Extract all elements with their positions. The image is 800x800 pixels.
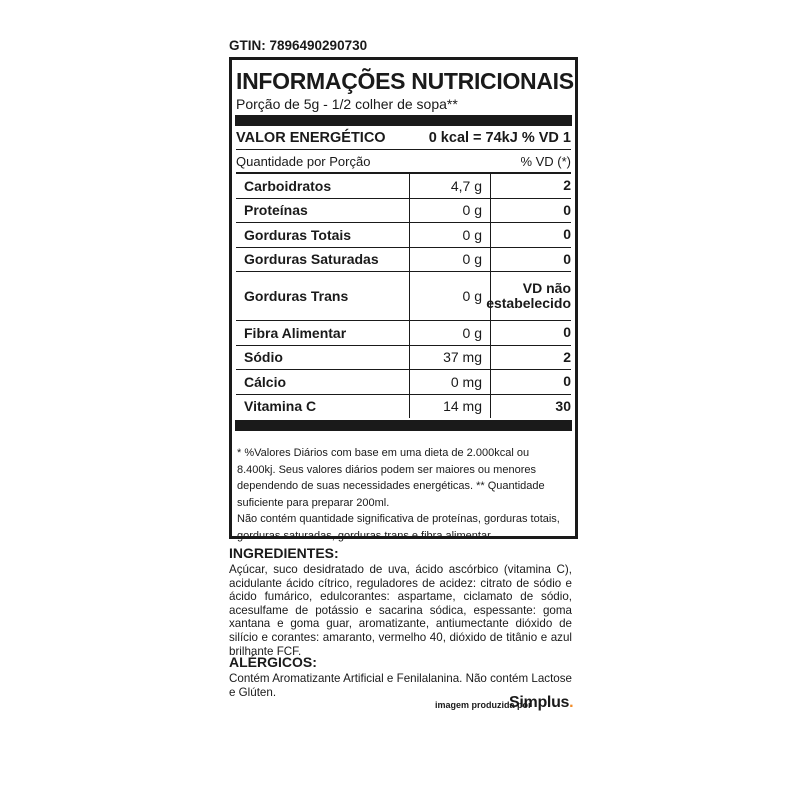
table-row [236,199,571,224]
nutrient-vd: 0 [490,199,571,223]
simplus-logo [509,694,573,712]
nutrient-name: Vitamina C [244,398,317,415]
footnote [236,445,571,544]
divider-bar [235,115,572,126]
nutrient-quantity: 0 g [409,199,490,223]
nutrient-vd: 30 [490,395,571,419]
nutrient-name: Fibra Alimentar [244,324,347,341]
nutrient-vd: 2 [490,174,571,198]
nutrient-name: Gorduras Totais [244,226,352,243]
table-row [236,370,571,395]
table-row [236,346,571,371]
nutrient-quantity: 0 g [409,321,490,345]
not-significant-note: Não contém quantidade significativa de proteínas, gorduras totais, gorduras saturadas, gorduras trans e fibra alimentar. [237,513,560,542]
brand-dot: . [569,694,574,711]
nutrient-name: Sódio [244,349,283,366]
table-row [236,223,571,248]
nutrient-quantity: 0 g [409,272,490,320]
table-row [236,321,571,346]
nutrition-facts-panel [229,57,578,542]
nutrient-quantity: 0 g [409,223,490,247]
allergens-text: Contém Aromatizante Artificial e Fenilalanina. Não contém Lactose e Glúten. [229,672,572,699]
energy-value: 0 kcal = 74kJ % VD 1 [428,130,571,146]
energy-label: VALOR ENERGÉTICO [236,130,386,146]
energy-row [236,126,571,150]
nutrient-quantity: 37 mg [409,346,490,370]
nutrient-vd: 0 [490,321,571,345]
nutrient-name: Gorduras Trans [244,288,349,304]
table-header [236,150,571,174]
quantity-header: Quantidade por Porção [236,153,371,169]
ingredients-title: INGREDIENTES: [229,545,339,561]
nutrient-quantity: 14 mg [409,395,490,419]
gtin-code: GTIN: 7896490290730 [229,38,368,53]
ingredients-text: Açúcar, suco desidratado de uva, ácido ascórbico (vitamina C), acidulante ácido cítrico, reguladores de acidez: citrato de sódio e ácido fumárico, edulcorantes: aspartame, ciclamato de sódio, acesulfame de potássio e sacarina sódica, espessante: goma xantana e goma guar, aromatizante, antiumectante dióxido de silício e corantes: amaranto, vermelho 40, dióxido de titânio e azul brilhante FCF. [229,563,572,658]
table-row [236,395,571,419]
nutrient-vd: 0 [490,223,571,247]
nutrient-name: Gorduras Saturadas [244,251,379,268]
nutrient-name: Carboidratos [244,177,332,194]
allergens-title: ALÉRGICOS: [229,654,317,670]
vd-header: % VD (*) [520,153,571,169]
nutrient-vd: VD não estabelecido [490,272,571,320]
nutrient-vd: 2 [490,346,571,370]
table-row [236,272,571,321]
nutrient-vd: 0 [490,248,571,272]
nutrient-quantity: 4,7 g [409,174,490,198]
nutrient-name: Cálcio [244,373,287,390]
divider-bar [235,420,572,431]
panel-title: INFORMAÇÕES NUTRICIONAIS [236,68,574,94]
nutrient-quantity: 0 g [409,248,490,272]
nutrient-quantity: 0 mg [409,370,490,394]
credit-label: imagem produzida por [435,700,532,710]
nutrient-vd: 0 [490,370,571,394]
brand-name: Simplus [509,694,570,711]
table-row [236,248,571,273]
table-row [236,174,571,199]
nutrient-name: Proteínas [244,202,308,219]
portion-size: Porção de 5g - 1/2 colher de sopa** [236,96,458,112]
daily-values-note: * %Valores Diários com base em uma dieta de 2.000kcal ou 8.400kj. Seus valores diários podem ser maiores ou menores dependendo de suas necessidades energéticas. ** Quantidade suficiente para preparar 200ml. [237,447,545,509]
